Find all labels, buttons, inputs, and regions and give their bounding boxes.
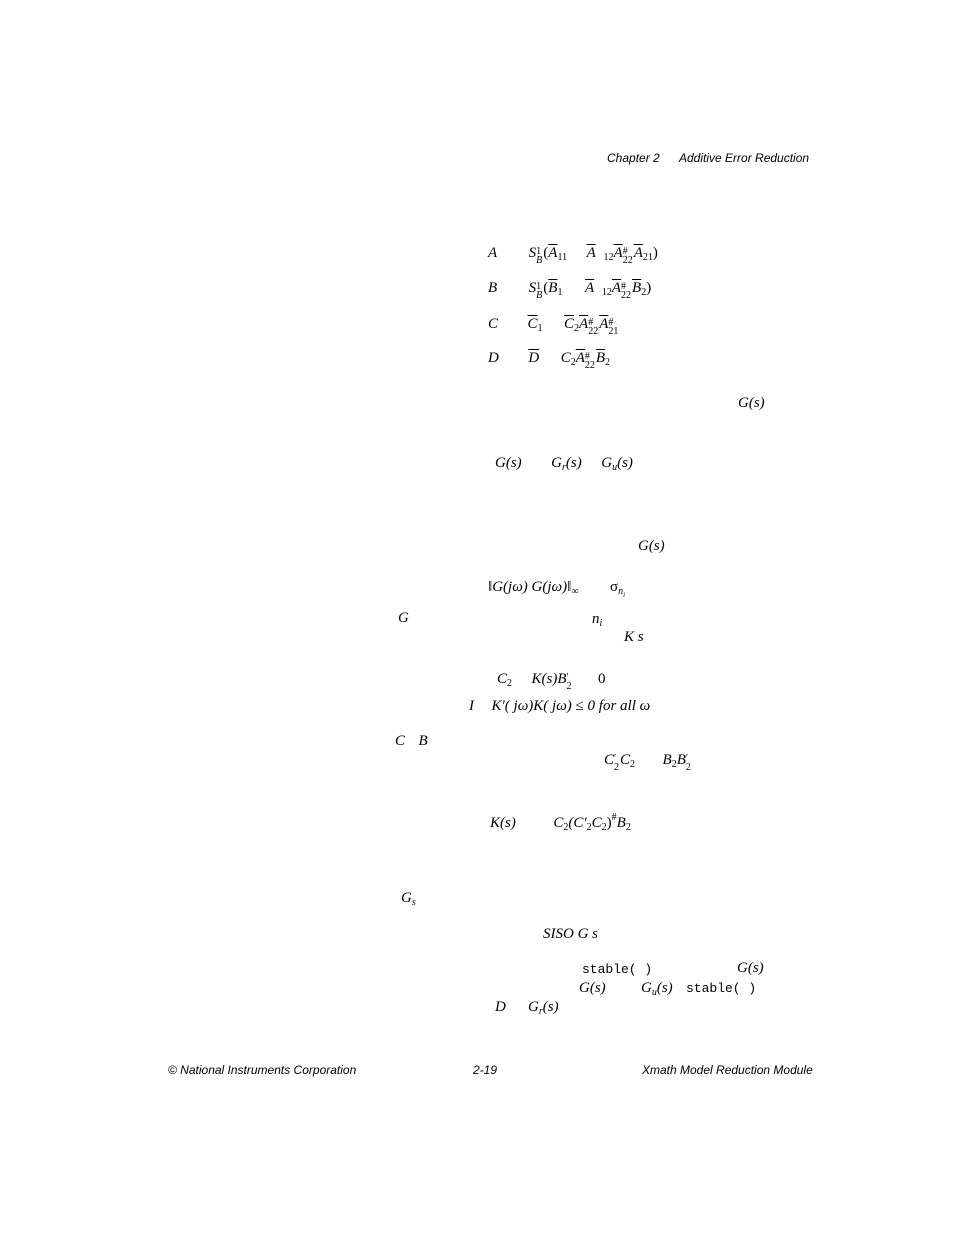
math-g-sub-s: $G_s$ [401, 890, 416, 908]
equation-decomposition: G(s) $G_r(s)$ $G_u(s)$ [495, 455, 633, 473]
equation-c2-condition: $C_2$ K(s)B ′ 2 0 [497, 671, 606, 692]
equation-k-of-s: K(s) $C_2(C'_2C_2)^{\#}B_2$ [490, 812, 631, 833]
equation-ik-condition: I K′( jω)K( jω) ≤ 0 for all ω [469, 698, 651, 714]
math-g-r-of-s: $G_r(s)$ [528, 999, 559, 1017]
math-k-s: K s [624, 629, 644, 645]
equation-a: A S 1 B ($\overline{A}_{11}$ $\overline{A}$ $_{12}\overline{A}$ # 22 $\overline{A}_{21}$) [488, 245, 658, 266]
math-g-of-s-line1: G(s) [737, 960, 764, 976]
code-stable-2: stable( ) [686, 981, 757, 996]
equation-cc-bb: C ′ 2 $C_2$ $B_2B$ ′ 2 [604, 752, 691, 773]
footer-page-number: 2-19 [473, 1063, 498, 1077]
math-g-of-s-right: G(s) [738, 395, 765, 411]
math-d-last: D [495, 999, 506, 1015]
math-g-of-s-line2: G(s) [579, 980, 606, 996]
header-section: Additive Error Reduction [679, 151, 810, 165]
math-g-u-of-s: $G_u(s)$ [641, 980, 673, 998]
math-siso-g-s: SISO G s [543, 926, 598, 942]
equation-norm-bound: ‖G(jω) $G(j\omega)‖_\infty$ $\sigma_{ni}$ [488, 579, 626, 599]
math-g-left: G [398, 610, 409, 626]
equation-d: D $\overline{D}$ $C_2\overline{A}$ # 22 $\overline{B}_2$ [488, 350, 611, 371]
footer-copyright: © National Instruments Corporation [168, 1063, 357, 1077]
math-n-i: $n_i$ [592, 611, 603, 629]
code-stable-1: stable( ) [582, 962, 653, 977]
footer-manual-title: Xmath Model Reduction Module [642, 1063, 813, 1077]
math-g-of-s-mid: G(s) [638, 538, 665, 554]
math-c-b: C B [395, 733, 428, 749]
header-chapter: Chapter 2 [607, 151, 660, 165]
equation-c: C $\overline{C}_1$ $\overline{C}_2\overline{A}$ # 22 $\overline{A}$ # 21 [488, 316, 619, 337]
equation-b: B S 1 B ($\overline{B}_1$ $\overline{A}$ $_{12}\overline{A}$ # 22 $\overline{B}_2$) [488, 280, 652, 301]
